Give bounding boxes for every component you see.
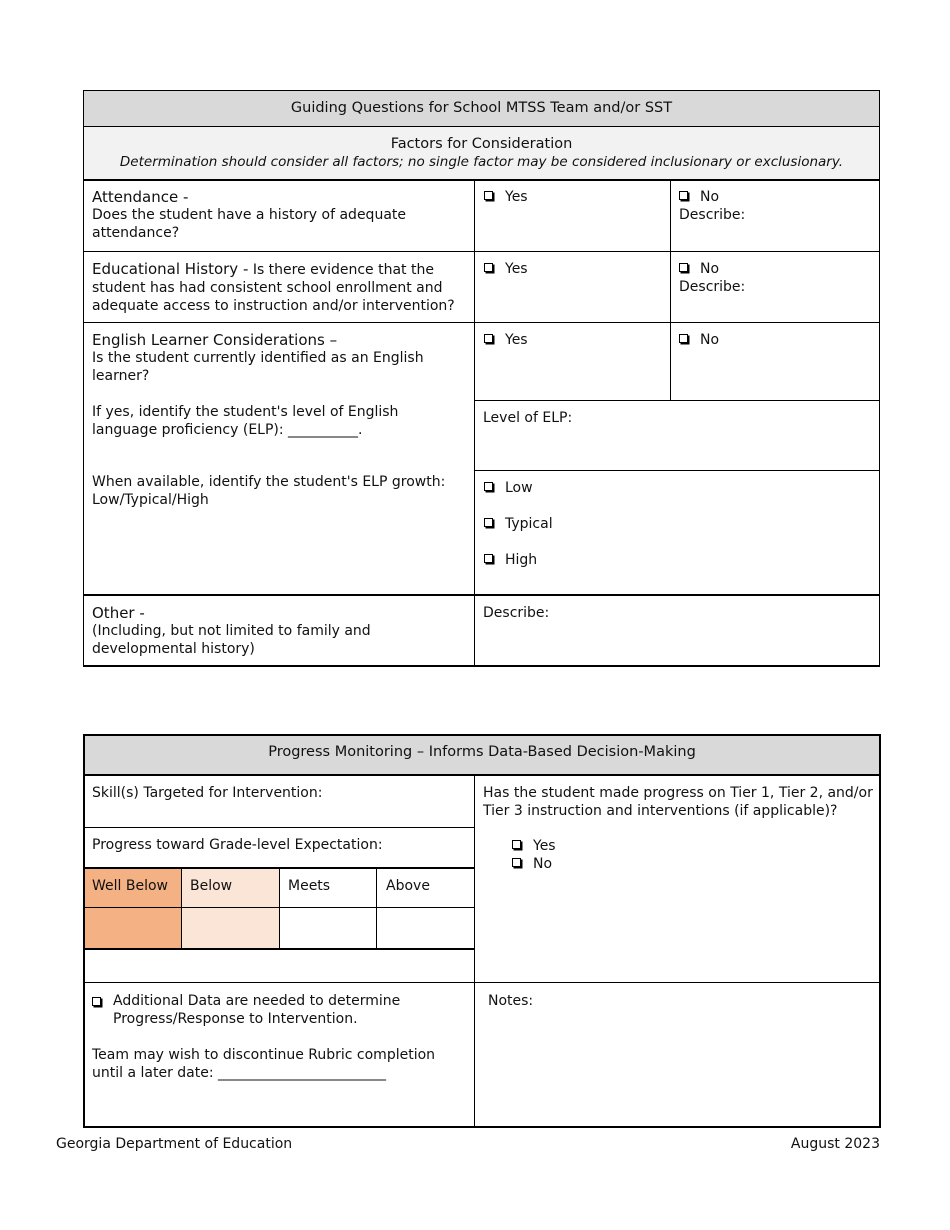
elp-question: If yes, identify the student's level of English language proficiency (ELP): __________. <box>92 404 399 438</box>
border <box>84 982 881 983</box>
border <box>83 90 84 667</box>
border <box>84 179 880 181</box>
border <box>84 126 880 127</box>
border <box>84 251 880 252</box>
yes-label: Yes <box>505 261 528 277</box>
border <box>84 90 880 91</box>
elp-typical-option[interactable] <box>484 515 553 533</box>
checkbox-icon[interactable] <box>512 858 521 867</box>
border <box>84 322 880 323</box>
no-label: No <box>700 332 720 348</box>
yes-label: Yes <box>533 838 556 854</box>
rubric-well-below: Well Below <box>92 878 168 894</box>
no-label: No <box>533 856 553 872</box>
factors-header <box>84 127 879 179</box>
footer-org: Georgia Department of Education <box>56 1136 293 1152</box>
checkbox-icon[interactable] <box>484 482 493 491</box>
additional-data-option[interactable] <box>92 992 467 1028</box>
english-learner-cell <box>92 331 467 509</box>
no-label: No <box>700 189 720 205</box>
border <box>84 665 880 667</box>
progress-question: Has the student made progress on Tier 1, Tier 2, and/or Tier 3 instruction and interventions (if applicable)? <box>483 785 873 819</box>
no-label: No <box>700 261 720 277</box>
discontinue-text: Team may wish to discontinue Rubric completion until a later date: ________________________ <box>92 1047 436 1081</box>
border <box>84 774 881 776</box>
english-no-option[interactable] <box>679 331 719 349</box>
checkbox-icon[interactable] <box>679 263 688 272</box>
checkbox-icon[interactable] <box>484 191 493 200</box>
checkbox-icon[interactable] <box>679 191 688 200</box>
notes-label: Notes: <box>488 993 534 1009</box>
factors-note: Determination should consider all factors; no single factor may be considered inclusionary or exclusionary. <box>119 154 844 170</box>
elp-growth-question: When available, identify the student's ELP growth: Low/Typical/High <box>92 474 446 508</box>
low-label: Low <box>505 480 533 496</box>
high-label: High <box>505 552 538 568</box>
education-question: Is there evidence that the student has had consistent school enrollment and adequate access to instruction and/or intervention? <box>92 262 455 314</box>
rubric-meets: Meets <box>288 878 331 894</box>
english-question: Is the student currently identified as an English learner? <box>92 350 424 384</box>
border <box>84 594 880 596</box>
border <box>879 90 880 667</box>
checkbox-icon[interactable] <box>484 518 493 527</box>
border <box>83 734 85 1128</box>
border <box>670 179 671 401</box>
attendance-cell <box>92 188 467 242</box>
factors-title: Factors for Consideration <box>390 136 573 152</box>
yes-label: Yes <box>505 189 528 205</box>
attendance-heading: Attendance - <box>92 188 189 206</box>
border <box>475 470 880 471</box>
border <box>376 867 377 949</box>
additional-data-label: Additional Data are needed to determine Progress/Response to Intervention. <box>113 993 401 1027</box>
border <box>181 867 182 949</box>
checkbox-icon[interactable] <box>484 263 493 272</box>
typical-label: Typical <box>505 516 553 532</box>
elp-high-option[interactable] <box>484 551 537 569</box>
other-question: (Including, but not limited to family and developmental history) <box>92 623 371 657</box>
attendance-no-option[interactable] <box>679 188 745 224</box>
border <box>474 179 475 666</box>
checkbox-icon[interactable] <box>92 997 101 1006</box>
rubric-above: Above <box>386 878 430 894</box>
checkbox-icon[interactable] <box>484 554 493 563</box>
progress-yes-option[interactable] <box>512 837 556 855</box>
border <box>84 734 881 736</box>
progress-no-option[interactable] <box>512 855 552 873</box>
other-describe: Describe: <box>483 605 550 621</box>
progress-toward-label: Progress toward Grade-level Expectation: <box>92 837 383 853</box>
education-no-option[interactable] <box>679 260 745 296</box>
attendance-yes-option[interactable] <box>484 188 528 206</box>
table1-title: Guiding Questions for School MTSS Team and/or SST <box>84 91 879 126</box>
border <box>475 400 880 401</box>
border <box>84 827 475 828</box>
education-yes-option[interactable] <box>484 260 528 278</box>
education-describe: Describe: <box>679 279 746 295</box>
english-heading: English Learner Considerations – <box>92 331 338 349</box>
footer-date: August 2023 <box>790 1136 880 1152</box>
border <box>84 1126 881 1128</box>
checkbox-icon[interactable] <box>484 334 493 343</box>
education-cell <box>92 260 467 315</box>
attendance-question: Does the student have a history of adequate attendance? <box>92 207 406 241</box>
table2-title: Progress Monitoring – Informs Data-Based Decision-Making <box>84 735 880 774</box>
checkbox-icon[interactable] <box>512 840 521 849</box>
yes-label: Yes <box>505 332 528 348</box>
other-heading: Other - <box>92 604 145 622</box>
rubric-below: Below <box>190 878 233 894</box>
elp-level-label: Level of ELP: <box>483 410 573 426</box>
skills-targeted-label: Skill(s) Targeted for Intervention: <box>92 785 323 801</box>
english-yes-option[interactable] <box>484 331 528 349</box>
border <box>279 867 280 949</box>
border <box>879 734 881 1128</box>
attendance-describe: Describe: <box>679 207 746 223</box>
border <box>474 774 475 1127</box>
other-cell <box>92 604 467 658</box>
education-heading: Educational History - <box>92 260 249 278</box>
checkbox-icon[interactable] <box>679 334 688 343</box>
elp-low-option[interactable] <box>484 479 533 497</box>
